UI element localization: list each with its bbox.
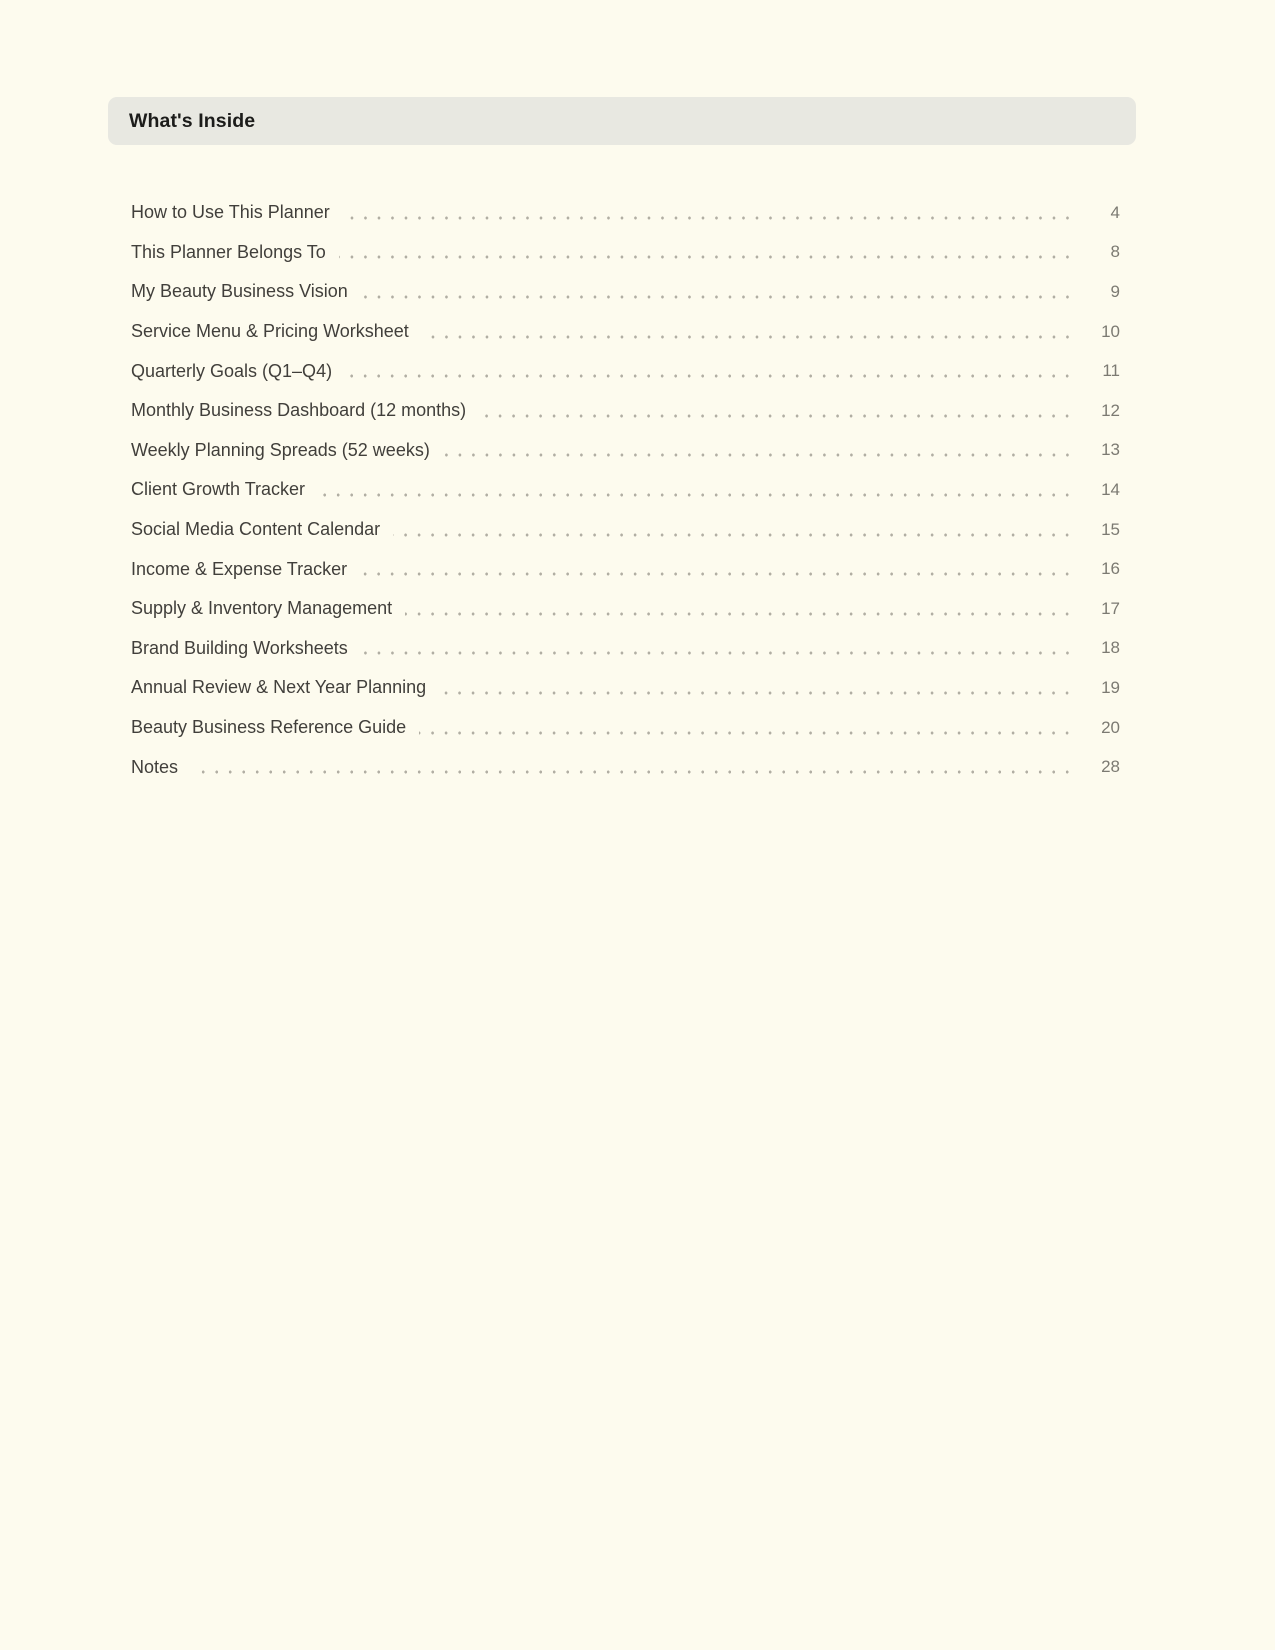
dot-leader xyxy=(422,335,1074,339)
dot-leader xyxy=(360,572,1074,576)
dot-leader xyxy=(339,255,1074,259)
dot-leader xyxy=(345,374,1074,378)
toc-row xyxy=(131,193,1120,233)
dot-leader xyxy=(479,414,1074,418)
toc-item-label: Quarterly Goals (Q1–Q4) xyxy=(131,360,333,381)
dot-leader xyxy=(405,612,1074,616)
page-title: What's Inside xyxy=(129,109,256,132)
toc-item-label: Weekly Planning Spreads (52 weeks) xyxy=(131,439,430,460)
toc-page-number: 4 xyxy=(1110,202,1120,222)
dot-leader xyxy=(443,453,1074,457)
toc-page-number: 13 xyxy=(1101,440,1120,460)
toc-page-number: 9 xyxy=(1110,281,1120,301)
toc-item-label: Brand Building Worksheets xyxy=(131,637,348,658)
dot-leader xyxy=(361,651,1074,655)
toc-page-number: 12 xyxy=(1101,400,1120,420)
toc-item-label: Notes xyxy=(131,756,179,777)
toc-row xyxy=(131,391,1120,431)
toc-page-number: 16 xyxy=(1101,559,1120,579)
dot-leader xyxy=(318,493,1074,497)
toc-row xyxy=(131,589,1120,629)
toc-page-number: 18 xyxy=(1101,638,1120,658)
toc-row xyxy=(131,747,1120,787)
toc-item-label: Service Menu & Pricing Worksheet xyxy=(131,321,409,342)
toc-row xyxy=(131,272,1120,312)
toc-item-label: Monthly Business Dashboard (12 months) xyxy=(131,400,467,421)
toc-row xyxy=(131,510,1120,550)
toc-item-label: Income & Expense Tracker xyxy=(131,558,348,579)
toc-item-label: Annual Review & Next Year Planning xyxy=(131,677,427,698)
toc-row xyxy=(131,233,1120,273)
toc-row xyxy=(131,668,1120,708)
toc-item-label: My Beauty Business Vision xyxy=(131,281,348,302)
toc-row xyxy=(131,312,1120,352)
toc-item-label: Beauty Business Reference Guide xyxy=(131,717,407,738)
toc-row xyxy=(131,549,1120,589)
toc-item-label: Supply & Inventory Management xyxy=(131,598,393,619)
toc-page-number: 17 xyxy=(1101,598,1120,618)
toc-page-number: 28 xyxy=(1101,757,1120,777)
toc-page-number: 8 xyxy=(1110,242,1120,262)
toc-item-label: This Planner Belongs To xyxy=(131,241,326,262)
toc-page-number: 20 xyxy=(1101,717,1120,737)
section-header-bar xyxy=(108,97,1136,145)
dot-leader xyxy=(419,731,1074,735)
toc-page-number: 19 xyxy=(1101,677,1120,697)
toc-item-label: Social Media Content Calendar xyxy=(131,519,381,540)
toc-row xyxy=(131,629,1120,669)
toc-row xyxy=(131,351,1120,391)
toc-row xyxy=(131,470,1120,510)
toc-page-number: 15 xyxy=(1101,519,1120,539)
dot-leader xyxy=(393,533,1074,537)
toc-row xyxy=(131,708,1120,748)
dot-leader xyxy=(361,295,1074,299)
dot-leader xyxy=(439,691,1074,695)
table-of-contents xyxy=(131,193,1120,787)
toc-page-number: 11 xyxy=(1102,361,1120,381)
toc-item-label: Client Growth Tracker xyxy=(131,479,306,500)
dot-leader xyxy=(343,216,1074,220)
toc-item-label: How to Use This Planner xyxy=(131,202,330,223)
toc-row xyxy=(131,431,1120,471)
toc-page-number: 10 xyxy=(1101,321,1120,341)
dot-leader xyxy=(191,770,1074,774)
toc-page-number: 14 xyxy=(1101,479,1120,499)
